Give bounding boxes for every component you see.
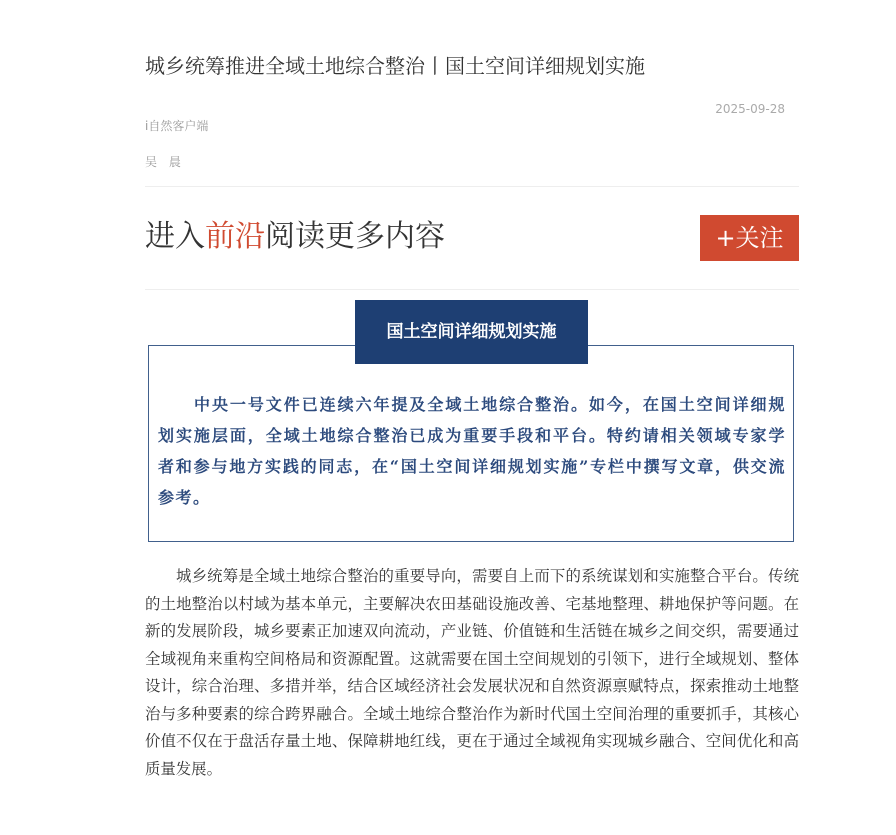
promo-suffix: 阅读更多内容 [265, 219, 445, 254]
article-title: 城乡统筹推进全域土地综合整治丨国土空间详细规划实施 [145, 54, 645, 78]
promo-divider [145, 289, 799, 290]
article-body-paragraph: 城乡统筹是全域土地综合整治的重要导向，需要自上而下的系统谋划和实施整合平台。传统的土地整治以村域为基本单元，主要解决农田基础设施改善、宅基地整理、耕地保护等问题。在新的发展阶段，城乡要素正加速双向流动，产业链、价值链和生活链在城乡之间交织，需要通过全域视角来重构空间格局和资源配置。这就需要在国土空间规划的引领下，进行全域规划、整体设计，综合治理、多措并举，结合区域经济社会发展状况和自然资源禀赋特点，探索推动土地整治与多种要素的综合跨界融合。全域土地综合整治作为新时代国土空间治理的重要抓手，其核心价值不仅在于盘活存量土地、保障耕地红线，更在于通过全域视角实现城乡融合、空间优化和高质量发展。 [145, 567, 799, 778]
header-divider [145, 186, 799, 187]
promo-banner[interactable] [145, 214, 445, 260]
article-author: 吴 晨 [145, 155, 185, 169]
promo-prefix: 进入 [145, 219, 205, 254]
article-source[interactable]: i自然客户端 [145, 119, 209, 133]
column-intro-text: 中央一号文件已连续六年提及全域土地综合整治。如今，在国土空间详细规划实施层面，全域土地综合整治已成为重要手段和平台。特约请相关领域专家学者和参与地方实践的同志，在“国土空间详细规划实施”专栏中撰写文章，供交流参考。 [158, 395, 786, 507]
publish-date: 2025-09-28 [715, 102, 785, 116]
follow-button[interactable]: +关注 [700, 215, 799, 261]
promo-highlight: 前沿 [205, 219, 265, 254]
column-heading: 国土空间详细规划实施 [355, 300, 588, 364]
